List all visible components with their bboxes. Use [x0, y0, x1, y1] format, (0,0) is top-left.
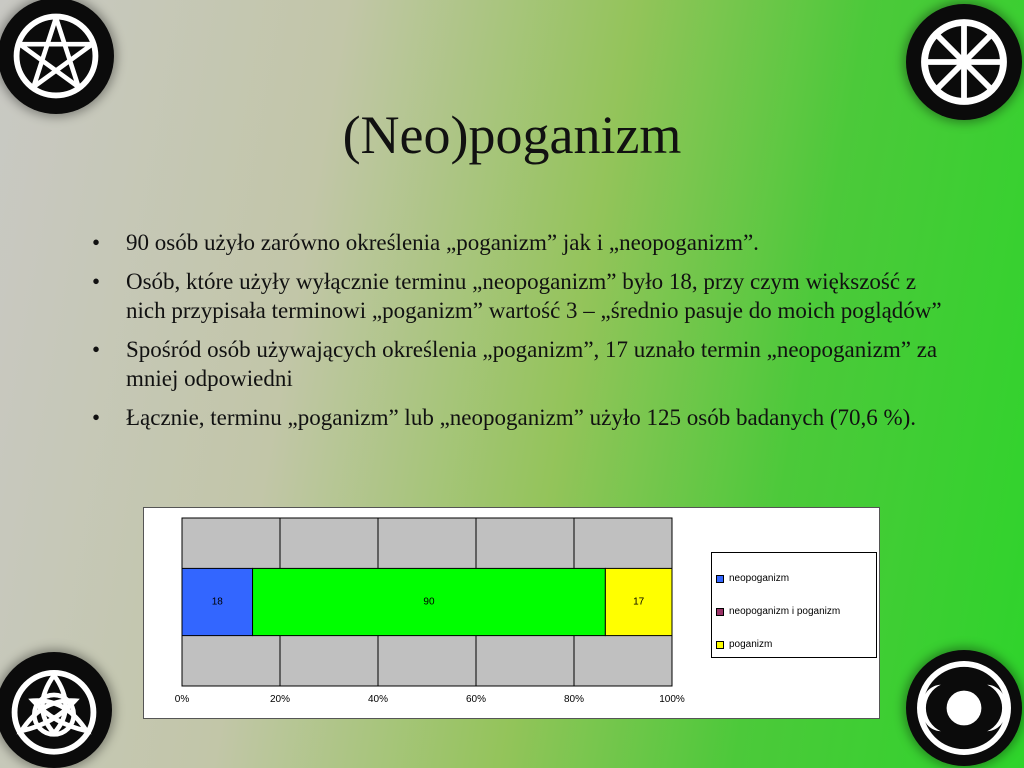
legend-item: [716, 606, 840, 617]
bullet-dot: •: [92, 405, 101, 430]
list-item: [92, 335, 942, 393]
legend-swatch: [716, 641, 724, 649]
legend-swatch: [716, 608, 724, 616]
bullet-dot: •: [92, 337, 101, 362]
x-tick-label: 20%: [269, 694, 291, 705]
legend-item: [716, 573, 789, 584]
legend-swatch: [716, 575, 724, 583]
bullet-text: Łącznie, terminu „poganizm” lub „neopoganizm” użyło 125 osób badanych (70,6 %).: [126, 405, 917, 430]
legend-label: poganizm: [729, 639, 773, 650]
x-tick-label: 80%: [563, 694, 585, 705]
legend-label: neopoganizm i poganizm: [729, 606, 841, 617]
wheel-icon: [906, 4, 1022, 120]
data-label: 90: [423, 596, 435, 608]
bullet-text: Spośród osób używających określenia „poganizm”, 17 uznało termin „neopoganizm” za mniej odpowiedni: [126, 337, 938, 391]
legend-label: neopoganizm: [729, 573, 790, 584]
x-tick-label: 40%: [367, 694, 389, 705]
bullet-dot: •: [92, 269, 101, 294]
data-label: 18: [211, 596, 223, 608]
triple-moon-icon: [906, 650, 1022, 766]
list-item: [92, 403, 942, 432]
x-tick-label: 100%: [659, 694, 685, 705]
x-tick-label: 60%: [465, 694, 487, 705]
page-title: (Neo)poganizm: [342, 105, 682, 165]
bullet-dot: •: [92, 230, 101, 255]
chart-legend: [711, 552, 877, 658]
bullet-list: [92, 228, 942, 442]
x-tick-label: 0%: [174, 694, 190, 705]
stacked-bar-chart: [143, 507, 880, 719]
legend-item: [716, 639, 772, 650]
pentagram-icon: [0, 0, 114, 114]
bullet-text: Osób, które użyły wyłącznie terminu „neopoganizm” było 18, przy czym większość z nich przypisała terminowi „poganizm” wartość 3 – „średnio pasuje do moich poglądów”: [126, 269, 942, 323]
bullet-text: 90 osób użyło zarówno określenia „poganizm” jak i „neopoganizm”.: [126, 230, 759, 255]
list-item: [92, 267, 942, 325]
triquetra-icon: [0, 652, 112, 768]
data-label: 17: [633, 596, 645, 608]
list-item: [92, 228, 942, 257]
